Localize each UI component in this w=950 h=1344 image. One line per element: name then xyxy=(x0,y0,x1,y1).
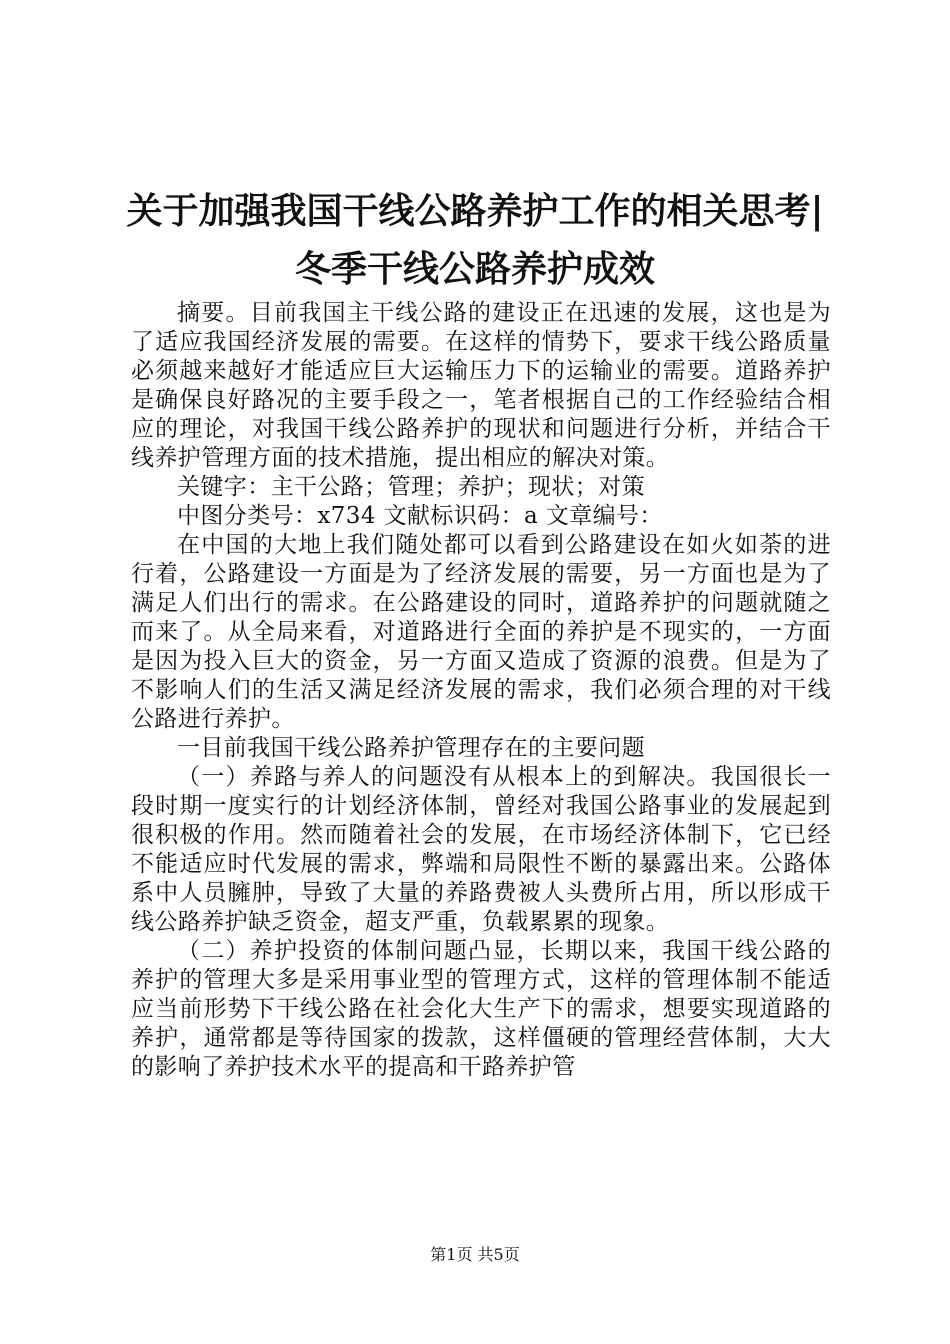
section-paragraph-2: （二）养护投资的体制问题凸显，长期以来，我国干线公路的养护的管理大多是采用事业型的管理方式，这样的管理体制不能适应当前形势下干线公路在社会化大生产下的需求，想要实现道路的养护，通常都是等待国家的拨款，这样僵硬的管理经营体制，大大的影响了养护技术水平的提高和干路养护管 xyxy=(131,938,831,1080)
document-body xyxy=(131,299,831,1082)
classification-line: 中图分类号：x734 文献标识码：a 文章编号： xyxy=(177,503,663,529)
keywords-line: 关键字：主干公路；管理；养护；现状；对策 xyxy=(177,474,645,500)
section-paragraph-1: （一）养路与养人的问题没有从根本上的到解决。我国很长一段时期一度实行的计划经济体制，曾经对我国公路事业的发展起到很积极的作用。然而随着社会的发展，在市场经济体制下，它已经不能适应时代发展的需求，弊端和局限性不断的暴露出来。公路体系中人员臃肿，导致了大量的养路费被人头费所占用，所以形成干线公路养护缺乏资金，超支严重，负载累累的现象。 xyxy=(131,764,831,935)
document-title-line1: 关于加强我国干线公路养护工作的相关思考| xyxy=(126,190,824,232)
intro-paragraph: 在中国的大地上我们随处都可以看到公路建设在如火如荼的进行着，公路建设一方面是为了经济发展的需要，另一方面也是为了满足人们出行的需求。在公路建设的同时，道路养护的问题就随之而来了。从全局来看，对道路进行全面的养护是不现实的，一方面是因为投入巨大的资金，另一方面又造成了资源的浪费。但是为了不影响人们的生活又满足经济发展的需求，我们必须合理的对干线公路进行养护。 xyxy=(131,532,831,732)
section-heading: 一目前我国干线公路养护管理存在的主要问题 xyxy=(177,735,645,761)
page-number-footer: 第1页 共5页 xyxy=(430,1245,520,1264)
abstract-paragraph: 摘要。目前我国主干线公路的建设正在迅速的发展，这也是为了适应我国经济发展的需要。在这样的情势下，要求干线公路质量必须越来越好才能适应巨大运输压力下的运输业的需要。道路养护是确保良好路况的主要手段之一，笔者根据自己的工作经验结合相应的理论，对我国干线公路养护的现状和问题进行分析，并结合干线养护管理方面的技术措施，提出相应的解决对策。 xyxy=(131,300,831,471)
document-title-line2: 冬季干线公路养护成效 xyxy=(294,248,655,290)
